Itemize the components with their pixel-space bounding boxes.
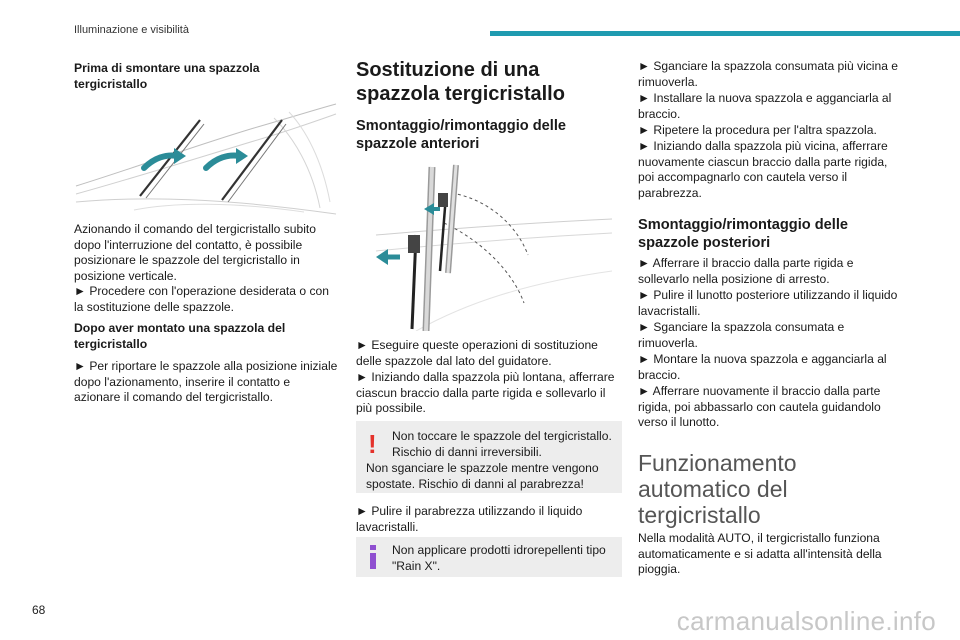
rear-step-5: ► Afferrare nuovamente il braccio dalla parte rigida, poi abbassarlo con cautela guidandolo verso il lunotto. (638, 384, 881, 430)
page-number: 68 (32, 603, 46, 617)
info-box (356, 537, 622, 577)
header-section-title: Illuminazione e visibilità (74, 24, 189, 36)
warning-text-2: Non sganciare le spazzole mentre vengono spostate. Rischio di danni al parabrezza! (366, 461, 599, 491)
front-step-2: ► Installare la nuova spazzola e agganciarla al braccio. (638, 91, 892, 121)
subtitle-front-wipers: Smontaggio/rimontaggio delle spazzole anteriori (356, 118, 566, 152)
front-step-1: ► Sganciare la spazzola consumata più vicina e rimuoverla. (638, 59, 899, 89)
header-accent-bar (490, 31, 960, 36)
rear-step-3: ► Sganciare la spazzola consumata e rimuoverla. (638, 320, 845, 350)
warning-icon: ! (368, 429, 377, 459)
step-return-position: ► Per riportare le spazzole alla posizione iniziale dopo l'azionamento, inserire il contatto e azionare il comando del tergicristallo. (74, 359, 338, 405)
heading-before-removal: Prima di smontare una spazzola tergicristallo (74, 61, 260, 91)
wiper-vertical-illustration (74, 98, 338, 218)
step-driver-side: ► Eseguire queste operazioni di sostituzione delle spazzole dal lato del guidatore. (356, 338, 598, 368)
warning-box (356, 421, 622, 493)
heading-after-mounting: Dopo aver montato una spazzola del tergicristallo (74, 321, 286, 351)
info-icon (370, 545, 376, 569)
warning-text-1: Non toccare le spazzole del tergicristallo. Rischio di danni irreversibili. (392, 429, 612, 459)
front-step-4: ► Iniziando dalla spazzola più vicina, afferrare nuovamente ciascun braccio dalla parte rigida, poi accompagnarlo con cautela verso il parabrezza. (638, 139, 888, 200)
step-clean-windscreen: ► Pulire il parabrezza utilizzando il liquido lavacristalli. (356, 504, 583, 534)
rear-step-2: ► Pulire il lunotto posteriore utilizzando il liquido lavacristalli. (638, 288, 898, 318)
section-title-auto-wiping: Funzionamento automatico del tergicristallo (638, 450, 797, 528)
auto-wiping-text: Nella modalità AUTO, il tergicristallo funziona automaticamente e si adatta all'intensità della pioggia. (638, 531, 882, 577)
subtitle-rear-wipers: Smontaggio/rimontaggio delle spazzole posteriori (638, 217, 848, 251)
rear-step-1: ► Afferrare il braccio dalla parte rigida e sollevarlo nella posizione di arresto. (638, 256, 854, 286)
info-text: Non applicare prodotti idrorepellenti tipo "Rain X". (392, 543, 606, 573)
front-step-3: ► Ripetere la procedura per l'altra spazzola. (638, 123, 877, 137)
paragraph-vertical-position: Azionando il comando del tergicristallo subito dopo l'interruzione del contatto, è possibile posizionare le spazzole del tergicristallo in posizione verticale. (74, 222, 317, 283)
front-wiper-lift-illustration (356, 163, 612, 331)
section-title-replacement: Sostituzione di una spazzola tergicristallo (356, 59, 565, 105)
rear-step-4: ► Montare la nuova spazzola e agganciarla al braccio. (638, 352, 887, 382)
step-proceed: ► Procedere con l'operazione desiderata o con la sostituzione delle spazzole. (74, 284, 329, 314)
watermark: carmanualsonline.info (676, 606, 936, 636)
step-lift-arm: ► Iniziando dalla spazzola più lontana, afferrare ciascun braccio dalla parte rigida e sollevarlo il più possibile. (356, 370, 615, 416)
